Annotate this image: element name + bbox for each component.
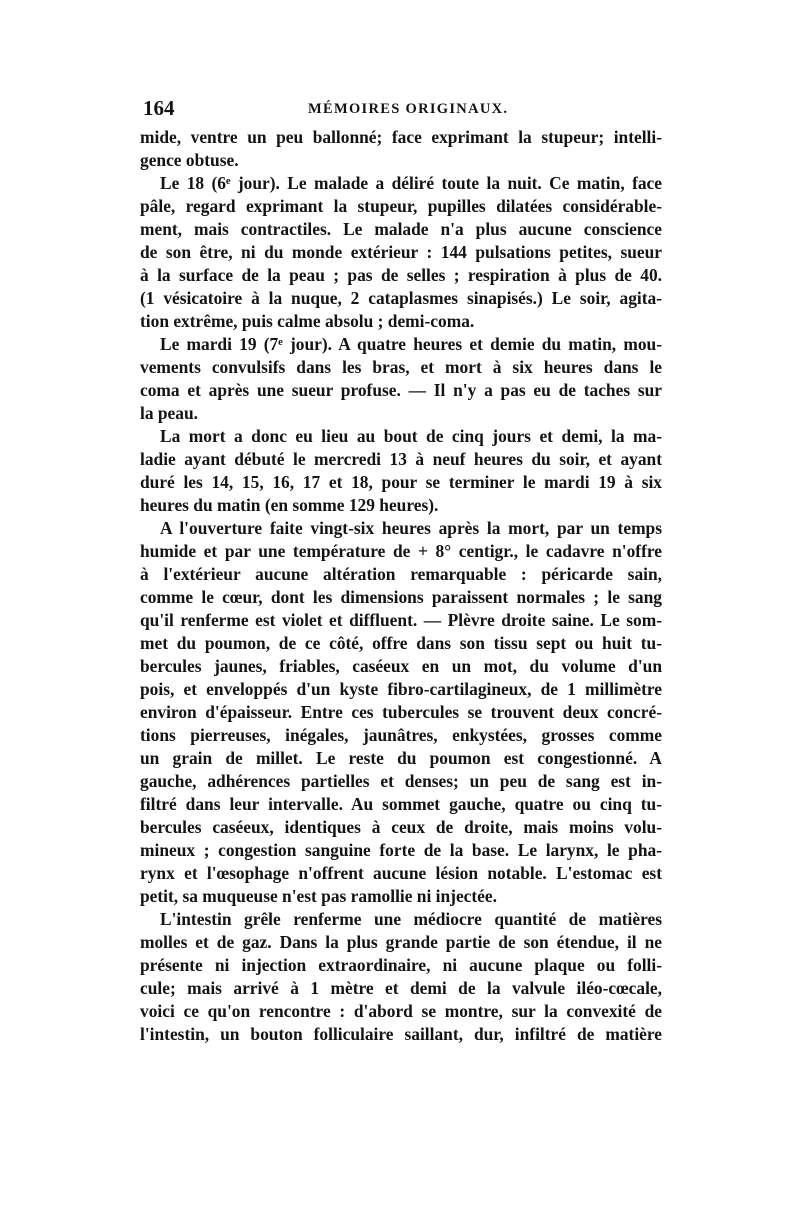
- text-line: (1 vésicatoire à la nuque, 2 cataplasmes sinapisés.) Le soir, agita-: [140, 288, 662, 308]
- text-line: coma et après une sueur profuse. — Il n'y a pas eu de taches sur: [140, 380, 662, 400]
- text-line: à la surface de la peau ; pas de selles ; respiration à plus de 40.: [140, 265, 662, 285]
- text-line: rynx et l'œsophage n'offrent aucune lésion notable. L'estomac est: [140, 863, 662, 883]
- text-line: à l'extérieur aucune altération remarquable : péricarde sain,: [140, 564, 662, 584]
- text-line: bercules jaunes, friables, caséeux en un mot, du volume d'un: [140, 656, 662, 676]
- text-line: un grain de millet. Le reste du poumon est congestionné. A: [140, 748, 662, 768]
- text-line: pois, et enveloppés d'un kyste fibro-cartilagineux, de 1 millimètre: [140, 679, 662, 699]
- text-line: filtré dans leur intervalle. Au sommet gauche, quatre ou cinq tu-: [140, 794, 662, 814]
- text-line: pâle, regard exprimant la stupeur, pupilles dilatées considérable-: [140, 196, 662, 216]
- text-line: de son être, ni du monde extérieur : 144 pulsations petites, sueur: [140, 242, 662, 262]
- text-line: qu'il renferme est violet et diffluent. — Plèvre droite saine. Le som-: [140, 610, 662, 630]
- text-line: Le 18 (6ᵉ jour). Le malade a déliré toute la nuit. Ce matin, face: [160, 173, 662, 193]
- page-header: [140, 96, 662, 126]
- text-line: tion extrême, puis calme absolu ; demi-coma.: [140, 311, 475, 331]
- text-line: met du poumon, de ce côté, offre dans son tissu sept ou huit tu-: [140, 633, 662, 653]
- text-line: duré les 14, 15, 16, 17 et 18, pour se terminer le mardi 19 à six: [140, 472, 662, 492]
- text-line: ladie ayant débuté le mercredi 13 à neuf heures du soir, et ayant: [140, 449, 662, 469]
- text-line: ment, mais contractiles. Le malade n'a plus aucune conscience: [140, 219, 662, 239]
- text-line: gence obtuse.: [140, 150, 239, 170]
- text-line: gauche, adhérences partielles et denses; un peu de sang est in-: [140, 771, 662, 791]
- text-line: Le mardi 19 (7ᵉ jour). A quatre heures et demie du matin, mou-: [160, 334, 662, 354]
- running-title: MÉMOIRES ORIGINAUX.: [308, 101, 509, 117]
- text-line: heures du matin (en somme 129 heures).: [140, 495, 439, 515]
- text-line: présente ni injection extraordinaire, ni aucune plaque ou folli-: [140, 955, 662, 975]
- text-line: A l'ouverture faite vingt-six heures après la mort, par un temps: [160, 518, 662, 538]
- page-number: 164: [143, 96, 175, 120]
- text-line: mineux ; congestion sanguine forte de la base. Le larynx, le pha-: [140, 840, 662, 860]
- text-line: environ d'épaisseur. Entre ces tubercules se trouvent deux concré-: [140, 702, 662, 722]
- text-line: mide, ventre un peu ballonné; face exprimant la stupeur; intelli-: [140, 127, 662, 147]
- text-line: vements convulsifs dans les bras, et mort à six heures dans le: [140, 357, 662, 377]
- text-line: la peau.: [140, 403, 198, 423]
- text-line: cule; mais arrivé à 1 mètre et demi de la valvule iléo-cœcale,: [140, 978, 662, 998]
- text-line: voici ce qu'on rencontre : d'abord se montre, sur la convexité de: [140, 1001, 662, 1021]
- text-line: La mort a donc eu lieu au bout de cinq jours et demi, la ma-: [160, 426, 662, 446]
- text-line: molles et de gaz. Dans la plus grande partie de son étendue, il ne: [140, 932, 662, 952]
- text-line: l'intestin, un bouton folliculaire saillant, dur, infiltré de matière: [140, 1024, 662, 1044]
- text-line: comme le cœur, dont les dimensions paraissent normales ; le sang: [140, 587, 662, 607]
- text-line: bercules caséeux, identiques à ceux de droite, mais moins volu-: [140, 817, 662, 837]
- text-line: L'intestin grêle renferme une médiocre quantité de matières: [160, 909, 662, 929]
- text-line: humide et par une température de + 8° centigr., le cadavre n'offre: [140, 541, 662, 561]
- text-line: petit, sa muqueuse n'est pas ramollie ni injectée.: [140, 886, 497, 906]
- book-page: [140, 96, 662, 1046]
- body-text: [140, 126, 662, 1046]
- text-line: tions pierreuses, inégales, jaunâtres, enkystées, grosses comme: [140, 725, 662, 745]
